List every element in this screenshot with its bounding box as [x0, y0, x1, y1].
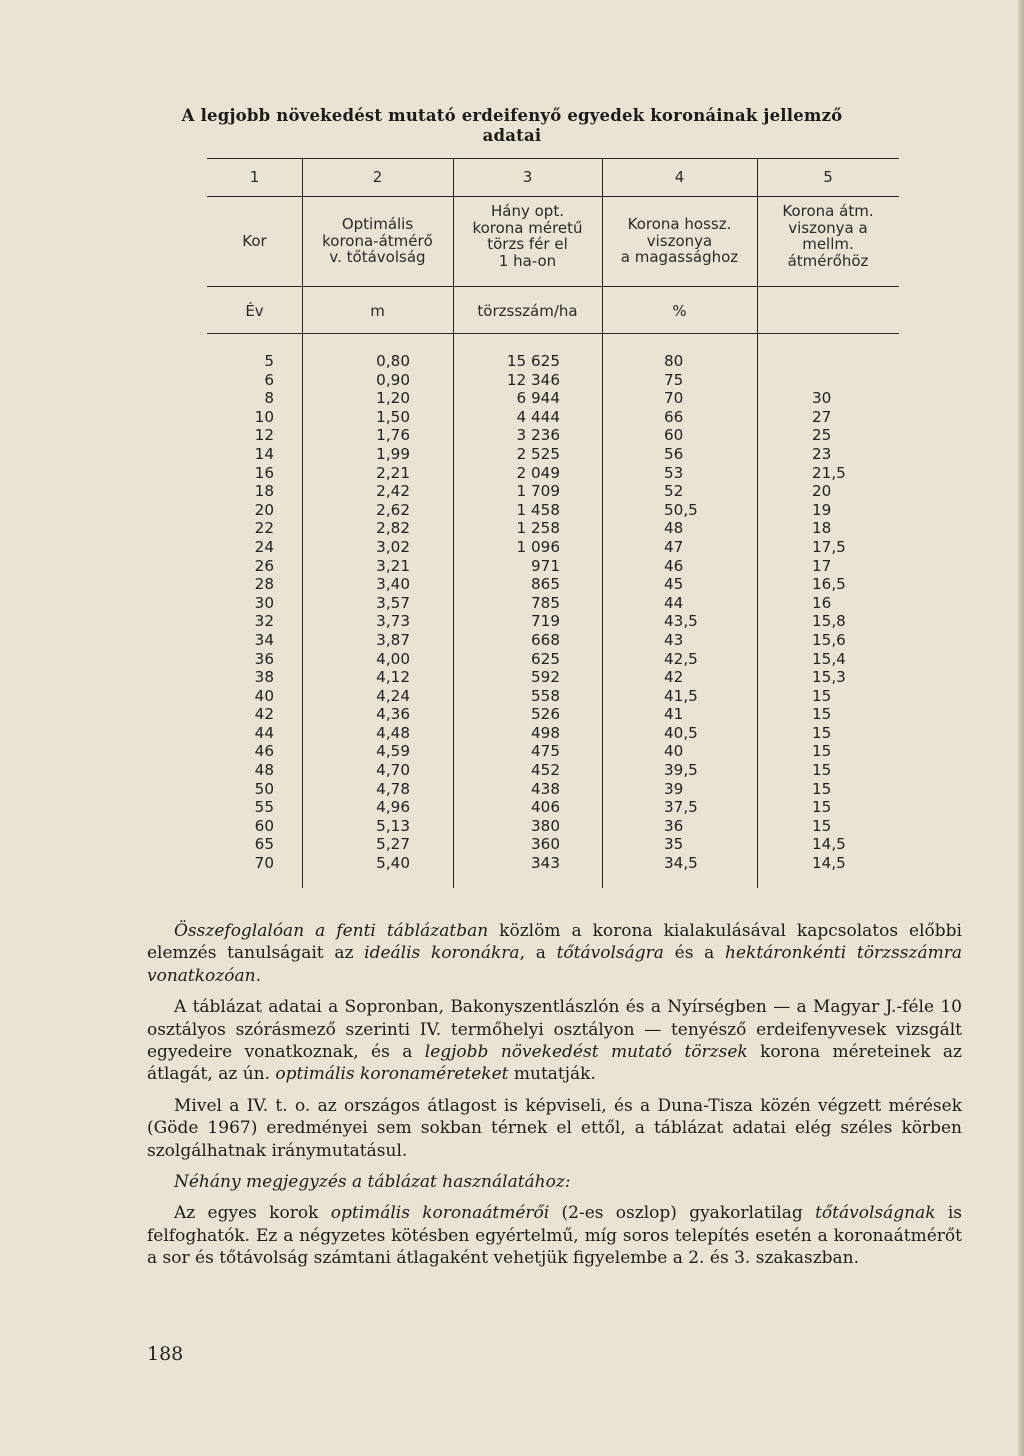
age-cell: 28 [254, 575, 274, 594]
header-crown-length-ratio [602, 216, 757, 266]
age-cell: 60 [254, 816, 274, 835]
header-line: átmérőhöz [787, 251, 869, 270]
table-rule-top [207, 158, 899, 159]
age-cell: 16 [254, 463, 274, 482]
header-line: v. tőtávolság [329, 248, 426, 266]
diameter-ratio-cell: 14,5 [812, 835, 846, 854]
tree-count-cell: 475 [531, 742, 560, 761]
paragraph-notes [147, 1202, 962, 1269]
age-cell: 55 [254, 798, 274, 817]
tree-count-cell: 360 [531, 835, 560, 854]
length-ratio-cell: 42 [664, 668, 684, 687]
diameter-ratio-cell: 17 [812, 556, 832, 575]
length-ratio-cell: 53 [664, 463, 684, 482]
tree-count-cell: 438 [531, 779, 560, 798]
diameter-ratio-cell: 15 [812, 723, 832, 742]
length-ratio-cell: 50,5 [664, 500, 698, 519]
diameter-ratio-cell [812, 352, 872, 371]
crown-diameter-cell: 1,99 [376, 444, 410, 463]
header-line: korona méretű [472, 218, 583, 237]
tree-count-cell: 1 709 [516, 482, 560, 501]
length-ratio-cell: 47 [664, 537, 684, 556]
tree-count-cell: 6 944 [516, 389, 560, 408]
age-cell: 18 [254, 482, 274, 501]
crown-diameter-cell: 3,57 [376, 593, 410, 612]
table-title [150, 106, 874, 146]
unit-ev: Év [245, 302, 264, 320]
header-line: 1 ha-on [498, 251, 557, 270]
header-line: Optimális [341, 215, 414, 233]
length-ratio-cell: 75 [664, 370, 684, 389]
column-age [220, 352, 274, 873]
header-line: törzs fér el [487, 235, 568, 253]
text-span: is felfoghatók. Ez a négyzetes kötésben egyértelmű, míg soros telepítés esetén a koronaátmérőt a sor és tőtávolság számtani átlagaként vehetjük figyelembe a 2. és 3. szakaszban. [147, 1203, 963, 1269]
col-number-4: 4 [674, 168, 685, 186]
age-cell: 32 [254, 612, 274, 631]
age-cell: 70 [254, 854, 274, 873]
crown-diameter-cell: 0,90 [376, 370, 410, 389]
tree-count-cell: 526 [531, 705, 560, 724]
table-title-line-1: A legjobb növekedést mutató erdeifenyő egyedek koronáinak jellemző [181, 106, 843, 125]
diameter-ratio-cell: 15,6 [812, 630, 846, 649]
length-ratio-cell: 80 [664, 352, 684, 370]
tree-count-cell: 406 [531, 798, 560, 817]
col-number-5: 5 [823, 168, 833, 186]
table-rule-col-3-4 [602, 158, 603, 888]
age-cell: 20 [254, 500, 274, 519]
diameter-ratio-cell: 15 [812, 761, 832, 780]
diameter-ratio-cell: 15,3 [812, 668, 846, 687]
page-number: 188 [147, 1343, 184, 1365]
diameter-ratio-cell: 27 [812, 407, 832, 426]
crown-diameter-cell: 0,80 [376, 352, 410, 370]
diameter-ratio-cell: 14,5 [812, 854, 846, 873]
age-cell: 22 [254, 519, 274, 538]
length-ratio-cell: 43,5 [664, 612, 698, 631]
crown-diameter-cell: 2,21 [376, 463, 410, 482]
header-line: mellm. [802, 235, 854, 253]
crown-diameter-cell: 4,78 [376, 779, 410, 798]
age-cell: 6 [264, 370, 274, 389]
length-ratio-cell: 48 [664, 519, 684, 538]
crown-diameter-cell: 1,76 [376, 426, 410, 445]
diameter-ratio-cell: 19 [812, 500, 832, 519]
table-rule-header [207, 286, 899, 287]
age-cell: 40 [254, 686, 274, 705]
diameter-ratio-cell: 16 [812, 593, 832, 612]
tree-count-cell: 2 525 [516, 444, 560, 463]
diameter-ratio-cell: 15,8 [812, 612, 846, 631]
age-cell: 65 [254, 835, 274, 854]
crown-diameter-cell: 4,12 [376, 668, 410, 687]
text-span: Az egyes korok [174, 1203, 331, 1224]
diameter-ratio-cell: 15 [812, 742, 832, 761]
crown-diameter-cell: 4,59 [376, 742, 410, 761]
length-ratio-cell: 35 [664, 835, 684, 854]
crown-diameter-cell: 4,36 [376, 705, 410, 724]
length-ratio-cell: 66 [664, 407, 684, 426]
length-ratio-cell: 37,5 [664, 798, 698, 817]
tree-count-cell: 719 [531, 612, 560, 631]
length-ratio-cell: 70 [664, 389, 684, 408]
age-cell: 10 [254, 407, 274, 426]
crown-diameter-cell: 1,50 [376, 407, 410, 426]
text-span: mutatják. [508, 1064, 596, 1085]
age-cell: 26 [254, 556, 274, 575]
tree-count-cell: 498 [531, 723, 560, 742]
crown-diameter-cell: 3,73 [376, 612, 410, 631]
text-span: közlöm a korona kialakulásával kapcsolatos előbbi elemzés tanulságait az [147, 921, 962, 964]
age-cell: 44 [254, 723, 274, 742]
age-cell: 50 [254, 779, 274, 798]
crown-diameter-cell: 4,70 [376, 761, 410, 780]
crown-diameter-cell: 4,24 [376, 686, 410, 705]
tree-count-cell: 668 [531, 630, 560, 649]
header-line: viszonya [646, 231, 713, 250]
tree-count-cell: 592 [531, 668, 560, 687]
crown-diameter-cell: 4,00 [376, 649, 410, 668]
age-cell: 34 [254, 630, 274, 649]
diameter-ratio-cell: 15,4 [812, 649, 846, 668]
header-crown-diameter-ratio [757, 203, 899, 269]
italic-span: tőtávolságra [556, 943, 664, 964]
tree-count-cell: 15 625 [506, 352, 560, 370]
length-ratio-cell: 41 [664, 705, 684, 724]
unit-percent: % [672, 302, 687, 320]
age-cell: 42 [254, 705, 274, 724]
tree-count-cell: 380 [531, 816, 560, 835]
age-cell: 24 [254, 537, 274, 556]
diameter-ratio-cell: 18 [812, 519, 832, 538]
tree-count-cell: 3 236 [516, 426, 560, 445]
col-number-1: 1 [249, 168, 260, 186]
length-ratio-cell: 56 [664, 444, 684, 463]
diameter-ratio-cell: 15 [812, 686, 832, 705]
length-ratio-cell: 44 [664, 593, 684, 612]
header-line: Hány opt. [491, 202, 564, 220]
column-tree-count [450, 352, 560, 873]
length-ratio-cell: 60 [664, 426, 684, 445]
crown-diameter-cell: 3,21 [376, 556, 410, 575]
crown-diameter-cell: 5,27 [376, 835, 410, 854]
paragraph-sources [147, 996, 962, 1086]
length-ratio-cell: 43 [664, 630, 684, 649]
length-ratio-cell: 34,5 [664, 854, 698, 873]
length-ratio-cell: 40 [664, 742, 684, 761]
length-ratio-cell: 36 [664, 816, 684, 835]
unit-m: m [370, 302, 385, 320]
tree-count-cell: 452 [531, 761, 560, 780]
age-cell: 12 [254, 426, 274, 445]
header-optimal-crown [302, 216, 453, 266]
unit-trees-per-ha: törzsszám/ha [477, 302, 578, 320]
header-kor [207, 233, 302, 250]
tree-count-cell: 1 458 [516, 500, 560, 519]
text-span: korona méreteinek az átlagát, az ún. [147, 1042, 962, 1085]
crown-diameter-cell: 2,42 [376, 482, 410, 501]
diameter-ratio-cell: 15 [812, 798, 832, 817]
diameter-ratio-cell: 20 [812, 482, 832, 501]
header-trees-per-ha [453, 203, 602, 269]
crown-diameter-cell: 1,20 [376, 389, 410, 408]
tree-count-cell: 1 096 [516, 537, 560, 556]
tree-count-cell: 785 [531, 593, 560, 612]
diameter-ratio-cell: 17,5 [812, 537, 846, 556]
diameter-ratio-cell: 21,5 [812, 463, 846, 482]
diameter-ratio-cell [812, 371, 872, 390]
header-line: korona-átmérő [322, 231, 433, 250]
diameter-ratio-cell: 25 [812, 426, 832, 445]
table-rule-units [207, 333, 899, 334]
age-cell: 36 [254, 649, 274, 668]
age-cell: 38 [254, 668, 274, 687]
length-ratio-cell: 39 [664, 779, 684, 798]
header-kor-line: Kor [242, 232, 267, 250]
column-diameter-ratio [812, 352, 872, 873]
diameter-ratio-cell: 23 [812, 444, 832, 463]
crown-diameter-cell: 3,87 [376, 630, 410, 649]
crown-diameter-cell: 3,02 [376, 537, 410, 556]
crown-diameter-cell: 4,48 [376, 723, 410, 742]
crown-diameter-cell: 4,96 [376, 798, 410, 817]
length-ratio-cell: 45 [664, 575, 684, 594]
paragraph-notes-heading: Néhány megjegyzés a táblázat használatához: [174, 1172, 571, 1193]
diameter-ratio-cell: 16,5 [812, 575, 846, 594]
age-cell: 8 [264, 389, 274, 408]
diameter-ratio-cell: 30 [812, 389, 832, 408]
tree-count-cell: 4 444 [516, 407, 560, 426]
text-span: (2-es oszlop) gyakorlatilag [549, 1203, 816, 1224]
summary-intro: Összefoglalóan a fenti táblázatban [174, 921, 489, 941]
crown-diameter-cell: 5,40 [376, 854, 410, 873]
tree-count-cell: 971 [531, 556, 560, 575]
column-crown-diameter [306, 352, 410, 873]
tree-count-cell: 625 [531, 649, 560, 668]
tree-count-cell: 1 258 [516, 519, 560, 538]
text-span: , a [519, 943, 557, 964]
paragraph-summary [147, 920, 962, 987]
length-ratio-cell: 40,5 [664, 723, 698, 742]
italic-span: ideális koronákra [364, 943, 520, 964]
italic-span: optimális koronaátmérői [330, 1203, 550, 1224]
tree-count-cell: 343 [531, 854, 560, 873]
paragraph-representativity: Mivel a IV. t. o. az országos átlagost is képviseli, és a Duna-Tisza közén végzett mérések (Göde 1967) eredményei sem sokban térnek el ettől, a táblázat adatai elég széles körben szolgálhatnak iránymutatásul. [147, 1095, 962, 1161]
diameter-ratio-cell: 15 [812, 779, 832, 798]
length-ratio-cell: 41,5 [664, 686, 698, 705]
col-number-2: 2 [372, 168, 383, 186]
italic-span: hektáronkénti törzsszámra vonatkozóan. [147, 943, 963, 986]
age-cell: 30 [254, 593, 274, 612]
header-line: Korona hossz. [627, 215, 732, 233]
italic-span: optimális koronaméreteket [275, 1064, 509, 1085]
crown-diameter-cell: 3,40 [376, 575, 410, 594]
table-title-line-2: adatai [482, 126, 542, 145]
diameter-ratio-cell: 15 [812, 816, 832, 835]
header-line: a magassághoz [620, 248, 739, 266]
column-length-ratio [664, 352, 724, 873]
crown-diameter-cell: 2,82 [376, 519, 410, 538]
text-span: A táblázat adatai a Sopronban, Bakonyszentlászlón és a Nyírségben — a Magyar J.-féle 10 osztályos szórásmező szerinti IV. termőhelyi osztályon — tenyésző erdeifenyvesek vizsgált egyedeire vonatkoznak, és a [147, 997, 962, 1063]
length-ratio-cell: 52 [664, 482, 684, 501]
age-cell: 46 [254, 742, 274, 761]
age-cell: 5 [264, 352, 274, 370]
italic-span: legjobb növekedést mutató törzsek [424, 1042, 748, 1063]
tree-count-cell: 2 049 [516, 463, 560, 482]
crown-diameter-cell: 2,62 [376, 500, 410, 519]
age-cell: 14 [254, 444, 274, 463]
header-line: viszonya a [788, 218, 868, 237]
body-text [147, 920, 962, 1279]
table-rule-col-1-2 [302, 158, 303, 888]
tree-count-cell: 12 346 [506, 370, 560, 389]
tree-count-cell: 558 [531, 686, 560, 705]
age-cell: 48 [254, 761, 274, 780]
tree-count-cell: 865 [531, 575, 560, 594]
diameter-ratio-cell: 15 [812, 705, 832, 724]
col-number-3: 3 [522, 168, 533, 186]
table-rule-number-row [207, 196, 899, 197]
text-span: és a [663, 943, 726, 964]
page-edge [1018, 0, 1024, 1456]
length-ratio-cell: 39,5 [664, 761, 698, 780]
italic-span: tőtávolságnak [815, 1203, 936, 1224]
length-ratio-cell: 42,5 [664, 649, 698, 668]
header-line: Korona átm. [782, 202, 874, 220]
crown-diameter-cell: 5,13 [376, 816, 410, 835]
length-ratio-cell: 46 [664, 556, 684, 575]
